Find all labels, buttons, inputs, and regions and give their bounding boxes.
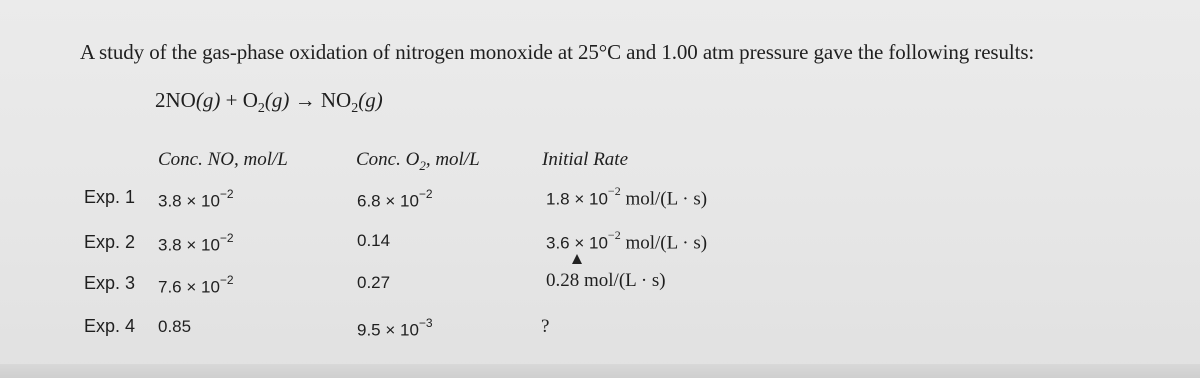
table-cell-rate-exp-4: ? (541, 316, 550, 337)
problem-intro: A study of the gas-phase oxidation of nitrogen monoxide at 25°C and 1.00 atm pressure gave the following results: (80, 40, 1035, 64)
table-cell-o2-exp-3: 0.27 (357, 273, 391, 292)
header-conc-no (158, 149, 288, 171)
o2-mantissa: 9.5 × 10 (357, 320, 419, 340)
reactant-no-state: (g) (195, 88, 221, 112)
no-mantissa: 3.8 × 10 (158, 235, 220, 255)
rate-unit: mol/(L · s) (620, 232, 708, 254)
no-exponent: −2 (219, 187, 234, 201)
no-mantissa: 3.8 × 10 (158, 191, 220, 211)
product-no2: NO (320, 88, 352, 112)
rate-exponent: −2 (607, 228, 621, 242)
table-row-exp-2-label: Exp. 2 (84, 232, 136, 252)
paper-bottom-edge (0, 364, 1200, 378)
product-no2-state: (g) (358, 88, 383, 112)
table-cell-o2-exp-1 (357, 189, 433, 212)
rate-mantissa: 1.8 × 10 (546, 189, 608, 209)
header-conc-o2-prefix: Conc. O (356, 149, 420, 170)
rate-unit: mol/(L · s) (620, 188, 708, 210)
table-row-exp-1-label: Exp. 1 (84, 187, 136, 207)
header-conc-o2-subscript: 2 (419, 157, 426, 173)
o2-exponent: −2 (418, 187, 433, 201)
table-cell-no-exp-4: 0.85 (158, 317, 192, 336)
reactant-o2-subscript: 2 (257, 101, 265, 117)
reaction-equation (155, 88, 383, 117)
table-cell-o2-exp-4 (357, 318, 433, 341)
reactant-no: 2NO (155, 88, 196, 112)
header-conc-o2-unit: , mol/L (425, 149, 480, 170)
header-conc-o2 (356, 149, 480, 174)
table-cell-no-exp-1 (158, 189, 234, 212)
header-conc-no-unit: mol/L (243, 149, 288, 170)
product-no2-subscript: 2 (351, 101, 359, 117)
no-exponent: −2 (219, 231, 234, 245)
header-conc-no-prefix: Conc. NO, (158, 149, 244, 170)
reaction-arrow: → (289, 88, 321, 112)
table-cell-rate-exp-3: 0.28 mol/(L · s) (546, 270, 666, 291)
o2-exponent: −3 (418, 316, 433, 330)
rate-exponent: −2 (607, 184, 621, 198)
table-row-exp-3-label: Exp. 3 (84, 273, 136, 293)
no-mantissa: 7.6 × 10 (158, 277, 220, 297)
header-initial-rate: Initial Rate (542, 149, 629, 170)
table-row-exp-4-label: Exp. 4 (84, 316, 136, 336)
table-cell-rate-exp-2 (546, 230, 707, 254)
table-cell-rate-exp-1 (546, 186, 707, 210)
no-exponent: −2 (219, 273, 234, 287)
rate-mantissa: 3.6 × 10 (546, 233, 608, 253)
o2-mantissa: 6.8 × 10 (357, 191, 419, 211)
table-cell-no-exp-2 (158, 233, 234, 256)
mouse-pointer-icon (572, 254, 582, 264)
table-cell-o2-exp-2: 0.14 (357, 231, 391, 250)
table-cell-no-exp-3 (158, 275, 234, 298)
reactant-o2-state: (g) (264, 88, 290, 112)
reactant-o2: O (242, 88, 258, 112)
plus-sign: + (220, 88, 243, 112)
